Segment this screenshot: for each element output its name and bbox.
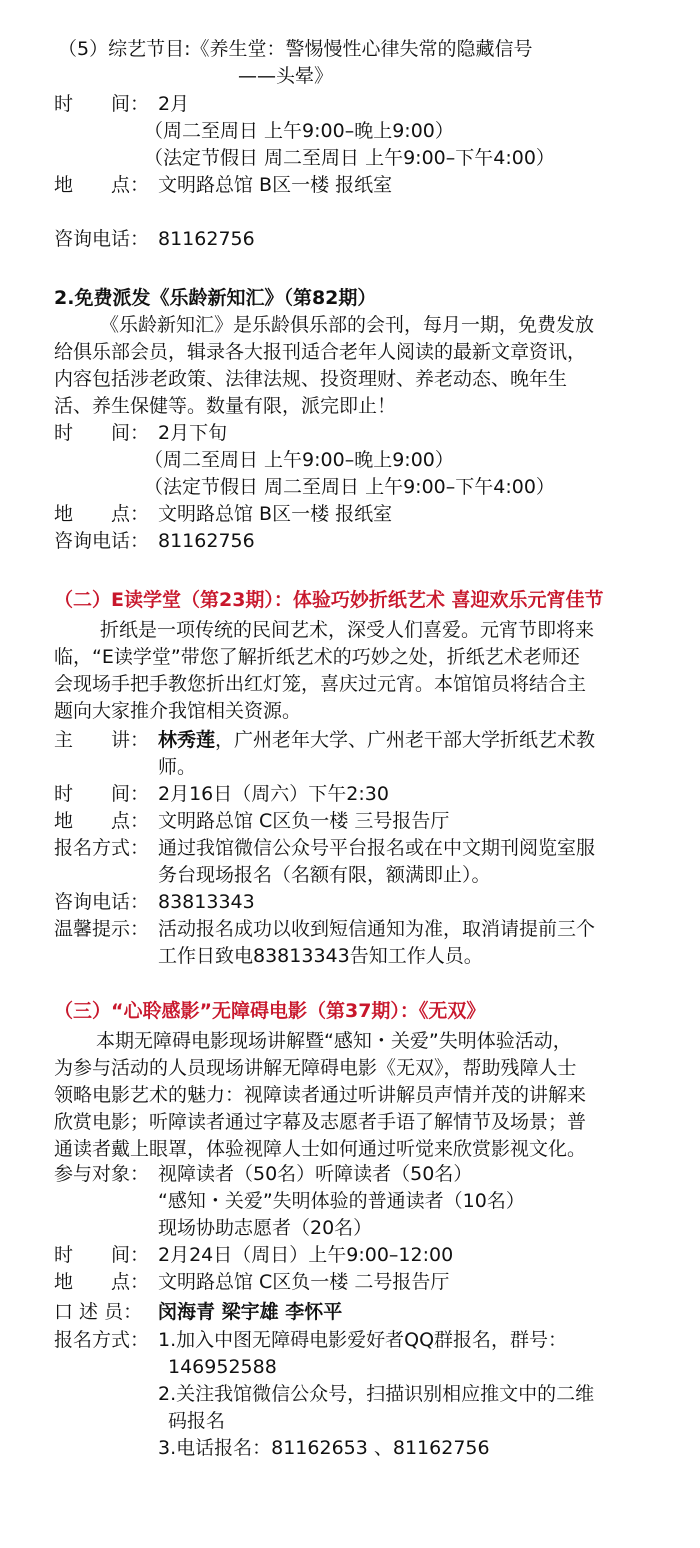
phone-value: 81162756 (158, 228, 255, 250)
item5-title-line2: ——头晕》 (238, 65, 334, 87)
section3-target-row2: “感知・关爱”失明体验的普通读者（10名） (158, 1190, 525, 1212)
section2-tip-row2: 工作日致电83813343告知工作人员。 (158, 945, 483, 967)
section3-desc-line: 欣赏电影；听障读者通过字幕及志愿者手语了解情节及场景；普 (54, 1111, 587, 1133)
place-label: 地 点： (54, 810, 150, 832)
section2-place-row (54, 808, 449, 835)
speaker-affiliation: ，广州老年大学、广州老干部大学折纸艺术教 (215, 729, 596, 751)
item2-time-row (54, 420, 227, 447)
item5-phone-row (54, 226, 255, 253)
phone-label: 咨询电话： (54, 530, 150, 552)
time-label: 时 间： (54, 422, 150, 444)
section3-signup-wechat2: 码报名 (168, 1410, 226, 1432)
section3-title: （三）“心聆感影”无障碍电影（第37期）：《无双》 (54, 1000, 486, 1022)
section2-phone-row (54, 889, 255, 916)
tip-value: 活动报名成功以收到短信通知为准，取消请提前三个 (158, 918, 596, 940)
section3-target-row (54, 1161, 472, 1188)
section2-speaker-row2: 师。 (158, 756, 197, 778)
time-value: 2月16日（周六）下午2:30 (158, 783, 389, 805)
section3-signup-wechat: 2.关注我馆微信公众号，扫描识别相应推文中的二维 (158, 1383, 595, 1405)
phone-label: 咨询电话： (54, 891, 150, 913)
section3-signup-qq: 146952588 (168, 1356, 277, 1378)
section3-desc-line: 领略电影艺术的魅力：视障读者通过听讲解员声情并茂的讲解来 (54, 1084, 587, 1106)
section2-title: （二）E读学堂（第23期）：体验巧妙折纸艺术 喜迎欢乐元宵佳节 (54, 589, 604, 611)
section3-narrator-row (54, 1299, 342, 1326)
place-label: 地 点： (54, 174, 150, 196)
place-label: 地 点： (54, 503, 150, 525)
phone-value: 81162756 (158, 530, 255, 552)
item2-desc-line: 给俱乐部会员，辑录各大报刊适合老年人阅读的最新文章资讯， (54, 341, 587, 363)
narrator-label: 口 述 员： (54, 1301, 143, 1323)
section3-desc-line: 本期无障碍电影现场讲解暨“感知・关爱”失明体验活动， (96, 1030, 572, 1052)
place-value: 文明路总馆 C区负一楼 三号报告厅 (158, 810, 450, 832)
item5-title-line1: （5）综艺节目:《养生堂：警惕慢性心律失常的隐藏信号 (58, 38, 533, 60)
section2-signup-row2: 务台现场报名（名额有限，额满即止）。 (158, 864, 491, 886)
item5-place-row (54, 172, 392, 199)
item5-time-note2: （法定节假日 周二至周日 上午9:00–下午4:00） (144, 147, 555, 169)
signup-label: 报名方式： (54, 1329, 150, 1351)
tip-label: 温馨提示： (54, 918, 150, 940)
place-value: 文明路总馆 C区负一楼 二号报告厅 (158, 1271, 450, 1293)
section3-desc-line: 通读者戴上眼罩，体验视障人士如何通过听觉来欣赏影视文化。 (54, 1138, 587, 1160)
place-value: 文明路总馆 B区一楼 报纸室 (158, 174, 393, 196)
section2-tip-row (54, 916, 595, 943)
section2-desc-line: 题向大家推介我馆相关资源。 (54, 700, 302, 722)
item2-time-note1: （周二至周日 上午9:00–晚上9:00） (144, 449, 454, 471)
section2-desc-line: 折纸是一项传统的民间艺术，深受人们喜爱。元宵节即将来 (100, 619, 595, 641)
speaker-name: 林秀莲 (158, 729, 216, 751)
section3-place-row (54, 1269, 449, 1296)
place-label: 地 点： (54, 1271, 150, 1293)
phone-value: 83813343 (158, 891, 255, 913)
narrator-value: 闵海青 梁宇雄 李怀平 (158, 1301, 343, 1323)
section3-desc-line: 为参与活动的人员现场讲解无障碍电影《无双》，帮助残障人士 (54, 1057, 577, 1079)
phone-label: 咨询电话： (54, 228, 150, 250)
section2-time-row (54, 781, 389, 808)
section2-desc-line: 会现场手把手教您折出红灯笼，喜庆过元宵。本馆馆员将结合主 (54, 673, 587, 695)
time-label: 时 间： (54, 93, 150, 115)
section2-signup-row (54, 835, 595, 862)
target-label: 参与对象： (54, 1163, 150, 1185)
target-value: 视障读者（50名）听障读者（50名） (158, 1163, 473, 1185)
section3-time-row (54, 1242, 453, 1269)
section3-signup-phone: 3.电话报名：81162653 、81162756 (158, 1437, 490, 1459)
item2-desc-line: 活、养生保健等。数量有限，派完即止！ (54, 395, 397, 417)
time-value: 2月24日（周日）上午9:00–12:00 (158, 1244, 454, 1266)
time-value: 2月下旬 (158, 422, 228, 444)
signup-label: 报名方式： (54, 837, 150, 859)
section3-target-row3: 现场协助志愿者（20名） (158, 1217, 373, 1239)
time-label: 时 间： (54, 1244, 150, 1266)
item5-time-row (54, 91, 189, 118)
speaker-label: 主 讲： (54, 729, 150, 751)
time-label: 时 间： (54, 783, 150, 805)
item2-desc-line: 《乐龄新知汇》是乐龄俱乐部的会刊，每月一期，免费发放 (100, 314, 595, 336)
signup-value: 通过我馆微信公众号平台报名或在中文期刊阅览室服 (158, 837, 596, 859)
item5-time-note1: （周二至周日 上午9:00–晚上9:00） (144, 120, 454, 142)
section2-desc-line: 临，“E读学堂”带您了解折纸艺术的巧妙之处，折纸艺术老师还 (54, 646, 580, 668)
place-value: 文明路总馆 B区一楼 报纸室 (158, 503, 393, 525)
item2-phone-row (54, 528, 255, 555)
item2-title: 2.免费派发《乐龄新知汇》（第82期） (54, 287, 377, 309)
signup-value: 1.加入中图无障碍电影爱好者QQ群报名，群号： (158, 1329, 568, 1351)
item2-time-note2: （法定节假日 周二至周日 上午9:00–下午4:00） (144, 476, 555, 498)
item2-place-row (54, 501, 392, 528)
item2-desc-line: 内容包括涉老政策、法律法规、投资理财、养老动态、晚年生 (54, 368, 568, 390)
time-value: 2月 (158, 93, 190, 115)
section2-speaker-row (54, 727, 595, 754)
section3-signup-row (54, 1327, 567, 1354)
